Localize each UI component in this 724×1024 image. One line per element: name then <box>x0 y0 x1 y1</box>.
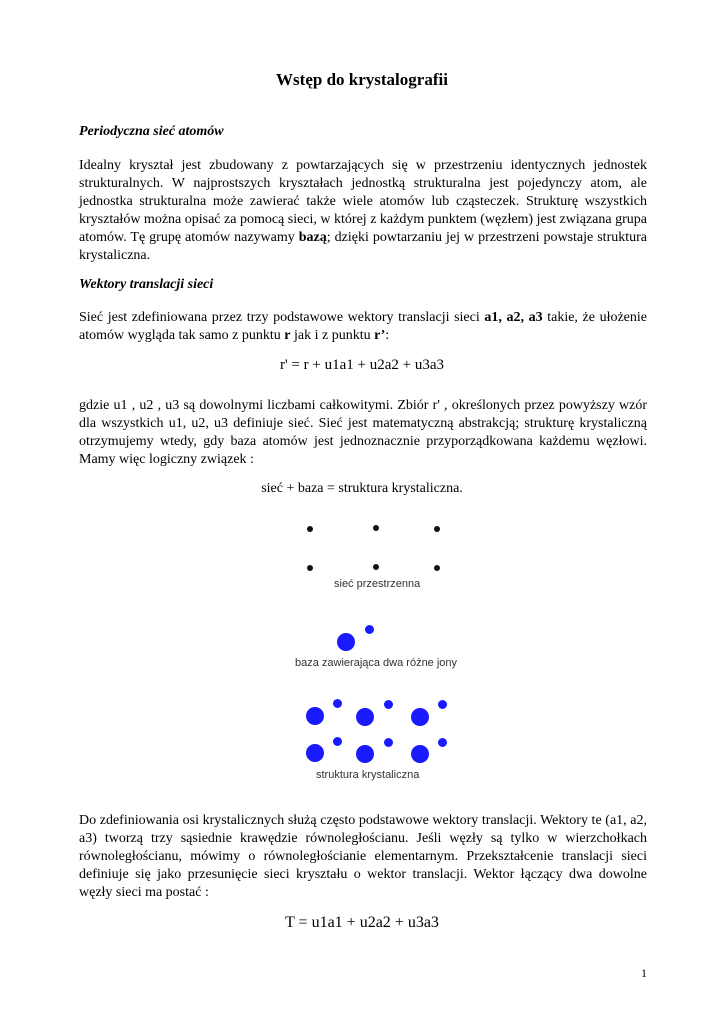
page-number: 1 <box>641 966 647 980</box>
paragraph-text: takie, że ułożenie atomów wygląda tak samo z punktu <box>79 310 648 343</box>
lattice-point <box>373 564 379 570</box>
small-ion <box>333 699 342 708</box>
paragraph-bold-term: bazą <box>298 230 327 245</box>
paragraph-unit-cell: Do zdefiniowania osi krystalicznych służą często podstawowe wektory translacji. Wektory te (a1, a2, a3) tworzą trzy sąsiednie krawędzie równoległościanu. Jeśli węzły są tylko w wierzchołkach równoległościanu, mówimy o równoległościanie elementarnym. Przekształcenie translacji sieci definiuje się jako przesunięcie sieci kryształu o wektor translacji. Wektor łączący dwa dowolne węzły sieci ma postać : <box>79 813 647 900</box>
large-ion <box>337 633 355 651</box>
small-ion <box>384 738 393 747</box>
lattice-point <box>434 565 440 571</box>
lattice-point <box>307 526 313 532</box>
large-ion <box>356 745 374 763</box>
small-ion <box>365 625 374 634</box>
figure-label-structure: struktura krystaliczna <box>316 769 420 781</box>
paragraph-text: : <box>385 328 390 343</box>
large-ion <box>411 745 429 763</box>
page-title: Wstęp do krystalografii <box>276 70 448 89</box>
paragraph-text: Sieć jest zdefiniowana przez trzy podstawowe wektory translacji sieci <box>79 310 485 325</box>
vector-r-prime: r’ <box>374 328 386 343</box>
large-ion <box>306 744 324 762</box>
small-ion <box>333 737 342 746</box>
large-ion <box>306 707 324 725</box>
vector-r: r <box>284 328 291 343</box>
equation-translation-vector: T = u1a1 + u2a2 + u3a3 <box>285 914 439 931</box>
small-ion <box>438 738 447 747</box>
paragraph-translation <box>79 309 647 345</box>
paragraph-lattice <box>79 157 647 265</box>
figure-label-lattice: sieć przestrzenna <box>334 578 421 590</box>
small-ion <box>384 700 393 709</box>
relation-statement: sieć + baza = struktura krystaliczna. <box>261 481 463 496</box>
paragraph-text: ; dzięki powtarzaniu jej w przestrzeni powstaje struktura krystaliczna. <box>79 230 647 263</box>
large-ion <box>356 708 374 726</box>
lattice-point <box>307 565 313 571</box>
figure-label-basis: baza zawierająca dwa różne jony <box>295 657 458 669</box>
vectors-term: a1, a2, a3 <box>484 310 543 325</box>
lattice-point <box>434 526 440 532</box>
small-ion <box>438 700 447 709</box>
paragraph-definition: gdzie u1 , u2 , u3 są dowolnymi liczbami całkowitymi. Zbiór r' , określonych przez powyższy wzór dla wszystkich u1, u2, u3 definiuje sieć. Sieć jest matematyczną abstrakcją; strukturę krystaliczną otrzymujemy wtedy, gdy baza atomów jest jednoznacznie przyporządkowana każdemu węzłowi. Mamy więc logiczny związek : <box>79 398 647 467</box>
paragraph-text: Idealny kryształ jest zbudowany z powtarzających się w przestrzeniu identycznych jednostek strukturalnych. W najprostszych kryształach jednostką strukturalna jest pojedynczy atom, ale jednostka strukturalna może zawierać także wiele atomów lub cząsteczek. Strukturę wszystkich kryształów można opisać za pomocą sieci, w której z każdym punktem (węzłem) jest związana grupa atomów. Tę grupę atomów nazywamy <box>79 158 647 245</box>
section-heading-lattice: Periodyczna sieć atomów <box>79 124 224 139</box>
equation-r-prime: r' = r + u1a1 + u2a2 + u3a3 <box>279 357 444 373</box>
lattice-point <box>373 525 379 531</box>
section-heading-translation: Wektory translacji sieci <box>79 277 214 292</box>
large-ion <box>411 708 429 726</box>
paragraph-text: jak i z punktu <box>290 328 375 343</box>
